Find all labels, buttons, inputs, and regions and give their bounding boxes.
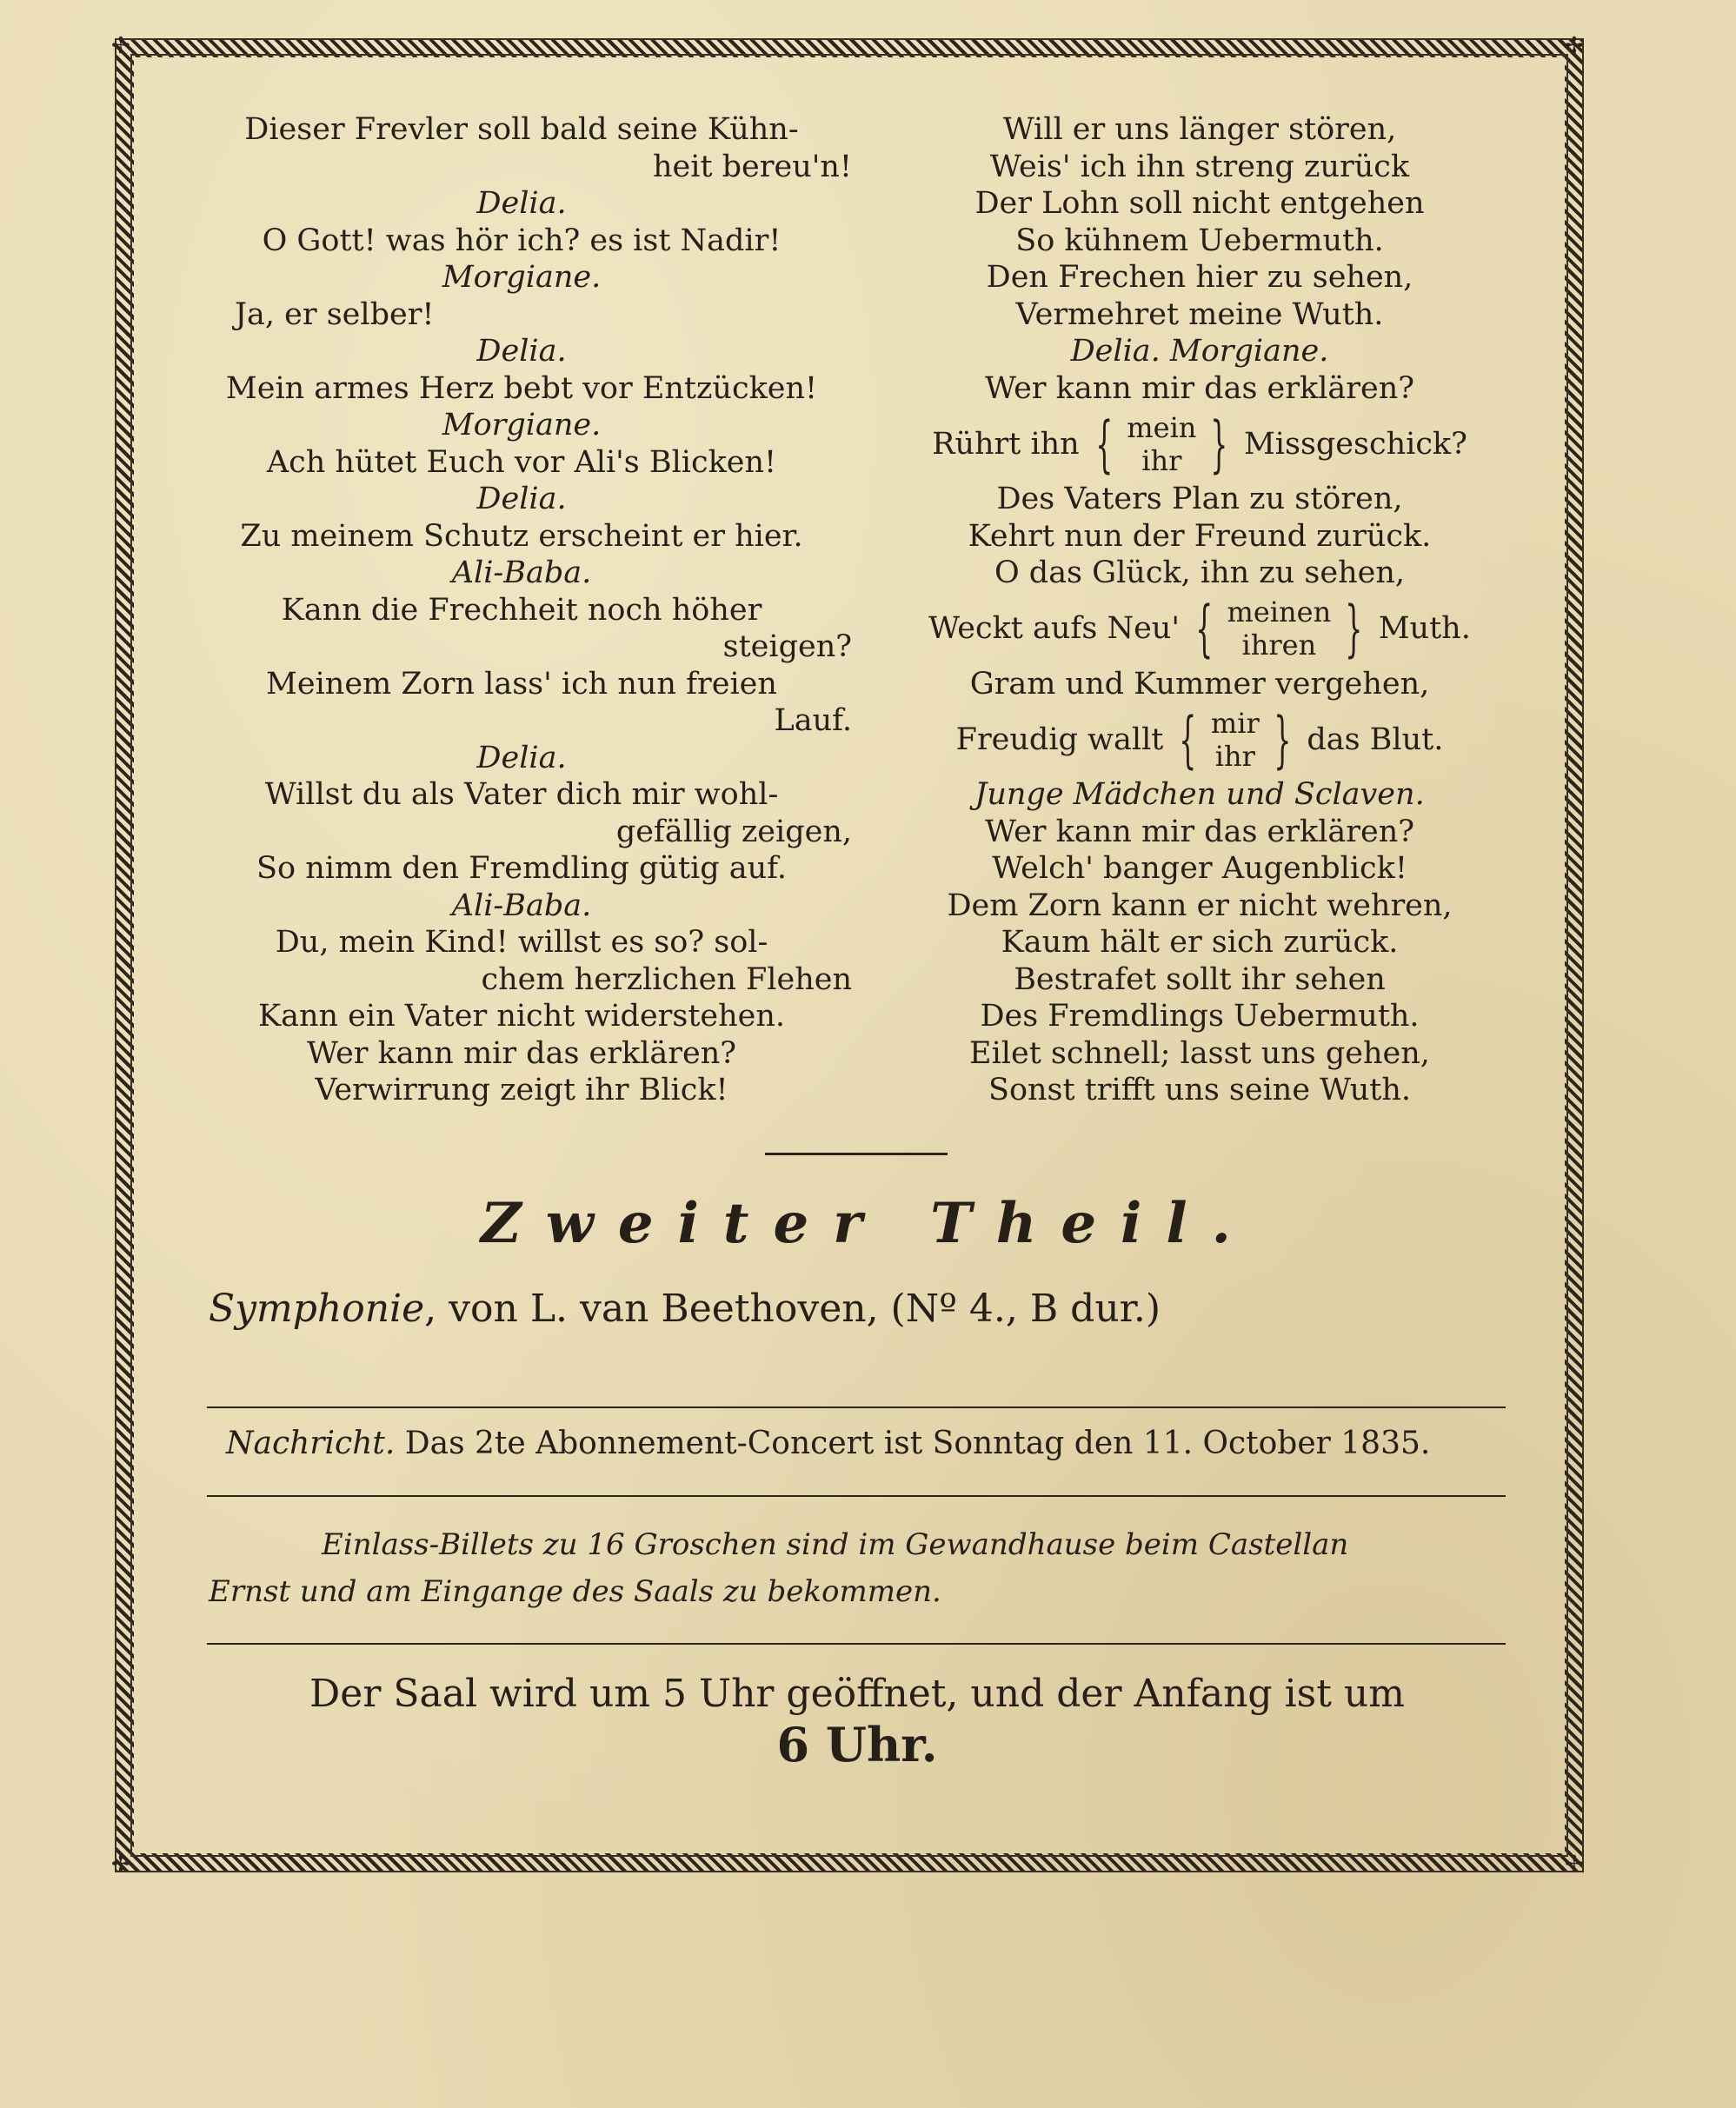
- verse-line: Weis' ich ihn streng zurück: [989, 149, 1410, 184]
- speaker-name: Morgiane.: [442, 408, 602, 442]
- left-brace-icon: {: [1094, 408, 1114, 480]
- verse-line: Meinem Zorn lass' ich nun freien: [266, 666, 777, 702]
- horizontal-rule: [207, 1643, 1506, 1645]
- brace-option: ihren: [1241, 628, 1317, 662]
- brace-text: Muth.: [1378, 611, 1471, 646]
- corner-ornament-icon: ✢: [111, 33, 130, 59]
- left-brace-icon: {: [1179, 703, 1197, 775]
- verse-line: Kehrt nun der Freund zurück.: [968, 518, 1432, 554]
- opening-time-notice: [205, 1669, 1509, 1770]
- verse-line: Eilet schnell; lasst uns gehen,: [969, 1035, 1430, 1071]
- verse-line: Dieser Frevler soll bald seine Kühn-: [244, 112, 799, 147]
- speaker-name: Delia.: [476, 186, 567, 221]
- brace-line-1: [869, 407, 1530, 481]
- speaker-name: Delia.: [476, 482, 567, 516]
- symphony-label: Symphonie: [209, 1287, 425, 1331]
- verse-line: So nimm den Fremdling gütig auf.: [256, 851, 787, 886]
- brace-option: meinen: [1227, 595, 1332, 628]
- speaker-name: Delia.: [476, 334, 567, 369]
- section-divider: [765, 1153, 948, 1155]
- brace-text: Freudig wallt: [955, 722, 1164, 757]
- notice-line: [226, 1426, 1430, 1461]
- verse-line: Welch' banger Augenblick!: [992, 851, 1407, 886]
- verse-line: Bestrafet sollt ihr sehen: [1014, 961, 1386, 997]
- ticket-line-2: Ernst und am Eingange des Saals zu bekommen.: [209, 1574, 941, 1609]
- verse-line: Der Lohn soll nicht entgehen: [974, 186, 1425, 221]
- verse-line: gefällig zeigen,: [615, 814, 852, 849]
- verse-line: So kühnem Uebermuth.: [1015, 223, 1384, 258]
- brace-option: mein: [1127, 410, 1197, 444]
- brace-text: Missgeschick?: [1243, 426, 1467, 462]
- verse-line: Will er uns länger stören,: [1002, 112, 1397, 147]
- brace-line-2: [869, 592, 1530, 666]
- notice-text: Das 2te Abonnement-Concert ist Sonntag den 11. October 1835.: [404, 1426, 1431, 1461]
- speaker-name: Junge Mädchen und Sclaven.: [974, 777, 1425, 812]
- ticket-info: [209, 1521, 1506, 1615]
- verse-line: Willst du als Vater dich mir wohl-: [264, 777, 779, 812]
- verse-line: Kaum hält er sich zurück.: [1001, 925, 1399, 960]
- right-brace-icon: }: [1210, 408, 1228, 480]
- speaker-name: Delia.: [476, 740, 567, 775]
- right-brace-icon: }: [1345, 593, 1363, 664]
- verse-line: Ja, er selber!: [235, 296, 435, 332]
- brace-line-3: [869, 702, 1530, 776]
- brace-text: Rührt ihn: [932, 426, 1080, 462]
- speaker-name: Morgiane.: [442, 260, 602, 295]
- brace-option: ihr: [1214, 739, 1255, 773]
- notice-label: Nachricht.: [226, 1426, 396, 1461]
- verse-line: O das Glück, ihn zu sehen,: [994, 555, 1406, 590]
- verse-line: steigen?: [722, 629, 852, 664]
- verse-line: Du, mein Kind! willst es so? sol-: [275, 925, 768, 960]
- verse-line: Ach hütet Euch vor Ali's Blicken!: [266, 444, 777, 480]
- verse-line: Kann die Frechheit noch höher: [281, 592, 762, 628]
- symphony-details: , von L. van Beethoven, (Nº 4., B dur.): [424, 1287, 1161, 1331]
- verse-line: Zu meinem Schutz erscheint er hier.: [240, 518, 803, 554]
- verse-line: Sonst trifft uns seine Wuth.: [988, 1073, 1412, 1107]
- section-heading: Zweiter Theil.: [481, 1191, 1255, 1256]
- brace-text: das Blut.: [1307, 722, 1444, 757]
- verse-line: Lauf.: [774, 703, 852, 738]
- brace-text: Weckt aufs Neu': [928, 611, 1180, 646]
- verse-line: O Gott! was hör ich? es ist Nadir!: [262, 223, 782, 258]
- verse-line: heit bereu'n!: [653, 149, 852, 184]
- verse-line: Des Vaters Plan zu stören,: [996, 482, 1403, 516]
- left-brace-icon: {: [1195, 593, 1214, 664]
- verse-line: Kann ein Vater nicht widerstehen.: [257, 999, 786, 1034]
- opening-time-line-1: Der Saal wird um 5 Uhr geöffnet, und der Anfang ist um: [309, 1672, 1405, 1716]
- verse-line: Verwirrung zeigt ihr Blick!: [315, 1073, 728, 1107]
- libretto-right-column: [869, 111, 1530, 1109]
- opening-time-line-2: 6 Uhr.: [776, 1717, 938, 1772]
- corner-ornament-icon: ✢: [1565, 1852, 1584, 1878]
- verse-line: Des Fremdlings Uebermuth.: [980, 999, 1420, 1034]
- verse-line: Wer kann mir das erklären?: [306, 1035, 737, 1071]
- right-brace-icon: }: [1274, 703, 1292, 775]
- corner-ornament-icon: ✢: [111, 1852, 130, 1878]
- verse-line: Mein armes Herz bebt vor Entzücken!: [225, 370, 818, 406]
- verse-line: Gram und Kummer vergehen,: [969, 666, 1430, 702]
- brace-option: ihr: [1141, 443, 1182, 477]
- speaker-name: Ali-Baba.: [451, 888, 592, 923]
- verse-line: Vermehret meine Wuth.: [1015, 296, 1384, 332]
- speaker-name: Ali-Baba.: [451, 555, 592, 590]
- speaker-name: Delia. Morgiane.: [1070, 334, 1329, 369]
- ticket-line-1: Einlass-Billets zu 16 Groschen sind im Gewandhause beim Castellan: [322, 1527, 1349, 1562]
- verse-line: Dem Zorn kann er nicht wehren,: [947, 888, 1453, 923]
- verse-line: Den Frechen hier zu sehen,: [986, 260, 1413, 295]
- horizontal-rule: [207, 1495, 1506, 1497]
- horizontal-rule: [207, 1406, 1506, 1408]
- verse-line: Wer kann mir das erklären?: [984, 814, 1415, 849]
- brace-option: mir: [1210, 706, 1260, 740]
- symphony-line: [209, 1287, 1161, 1331]
- corner-ornament-icon: ✢: [1565, 33, 1584, 59]
- verse-line: chem herzlichen Flehen: [481, 961, 852, 997]
- libretto-left-column: [191, 111, 852, 1109]
- verse-line: Wer kann mir das erklären?: [984, 370, 1415, 406]
